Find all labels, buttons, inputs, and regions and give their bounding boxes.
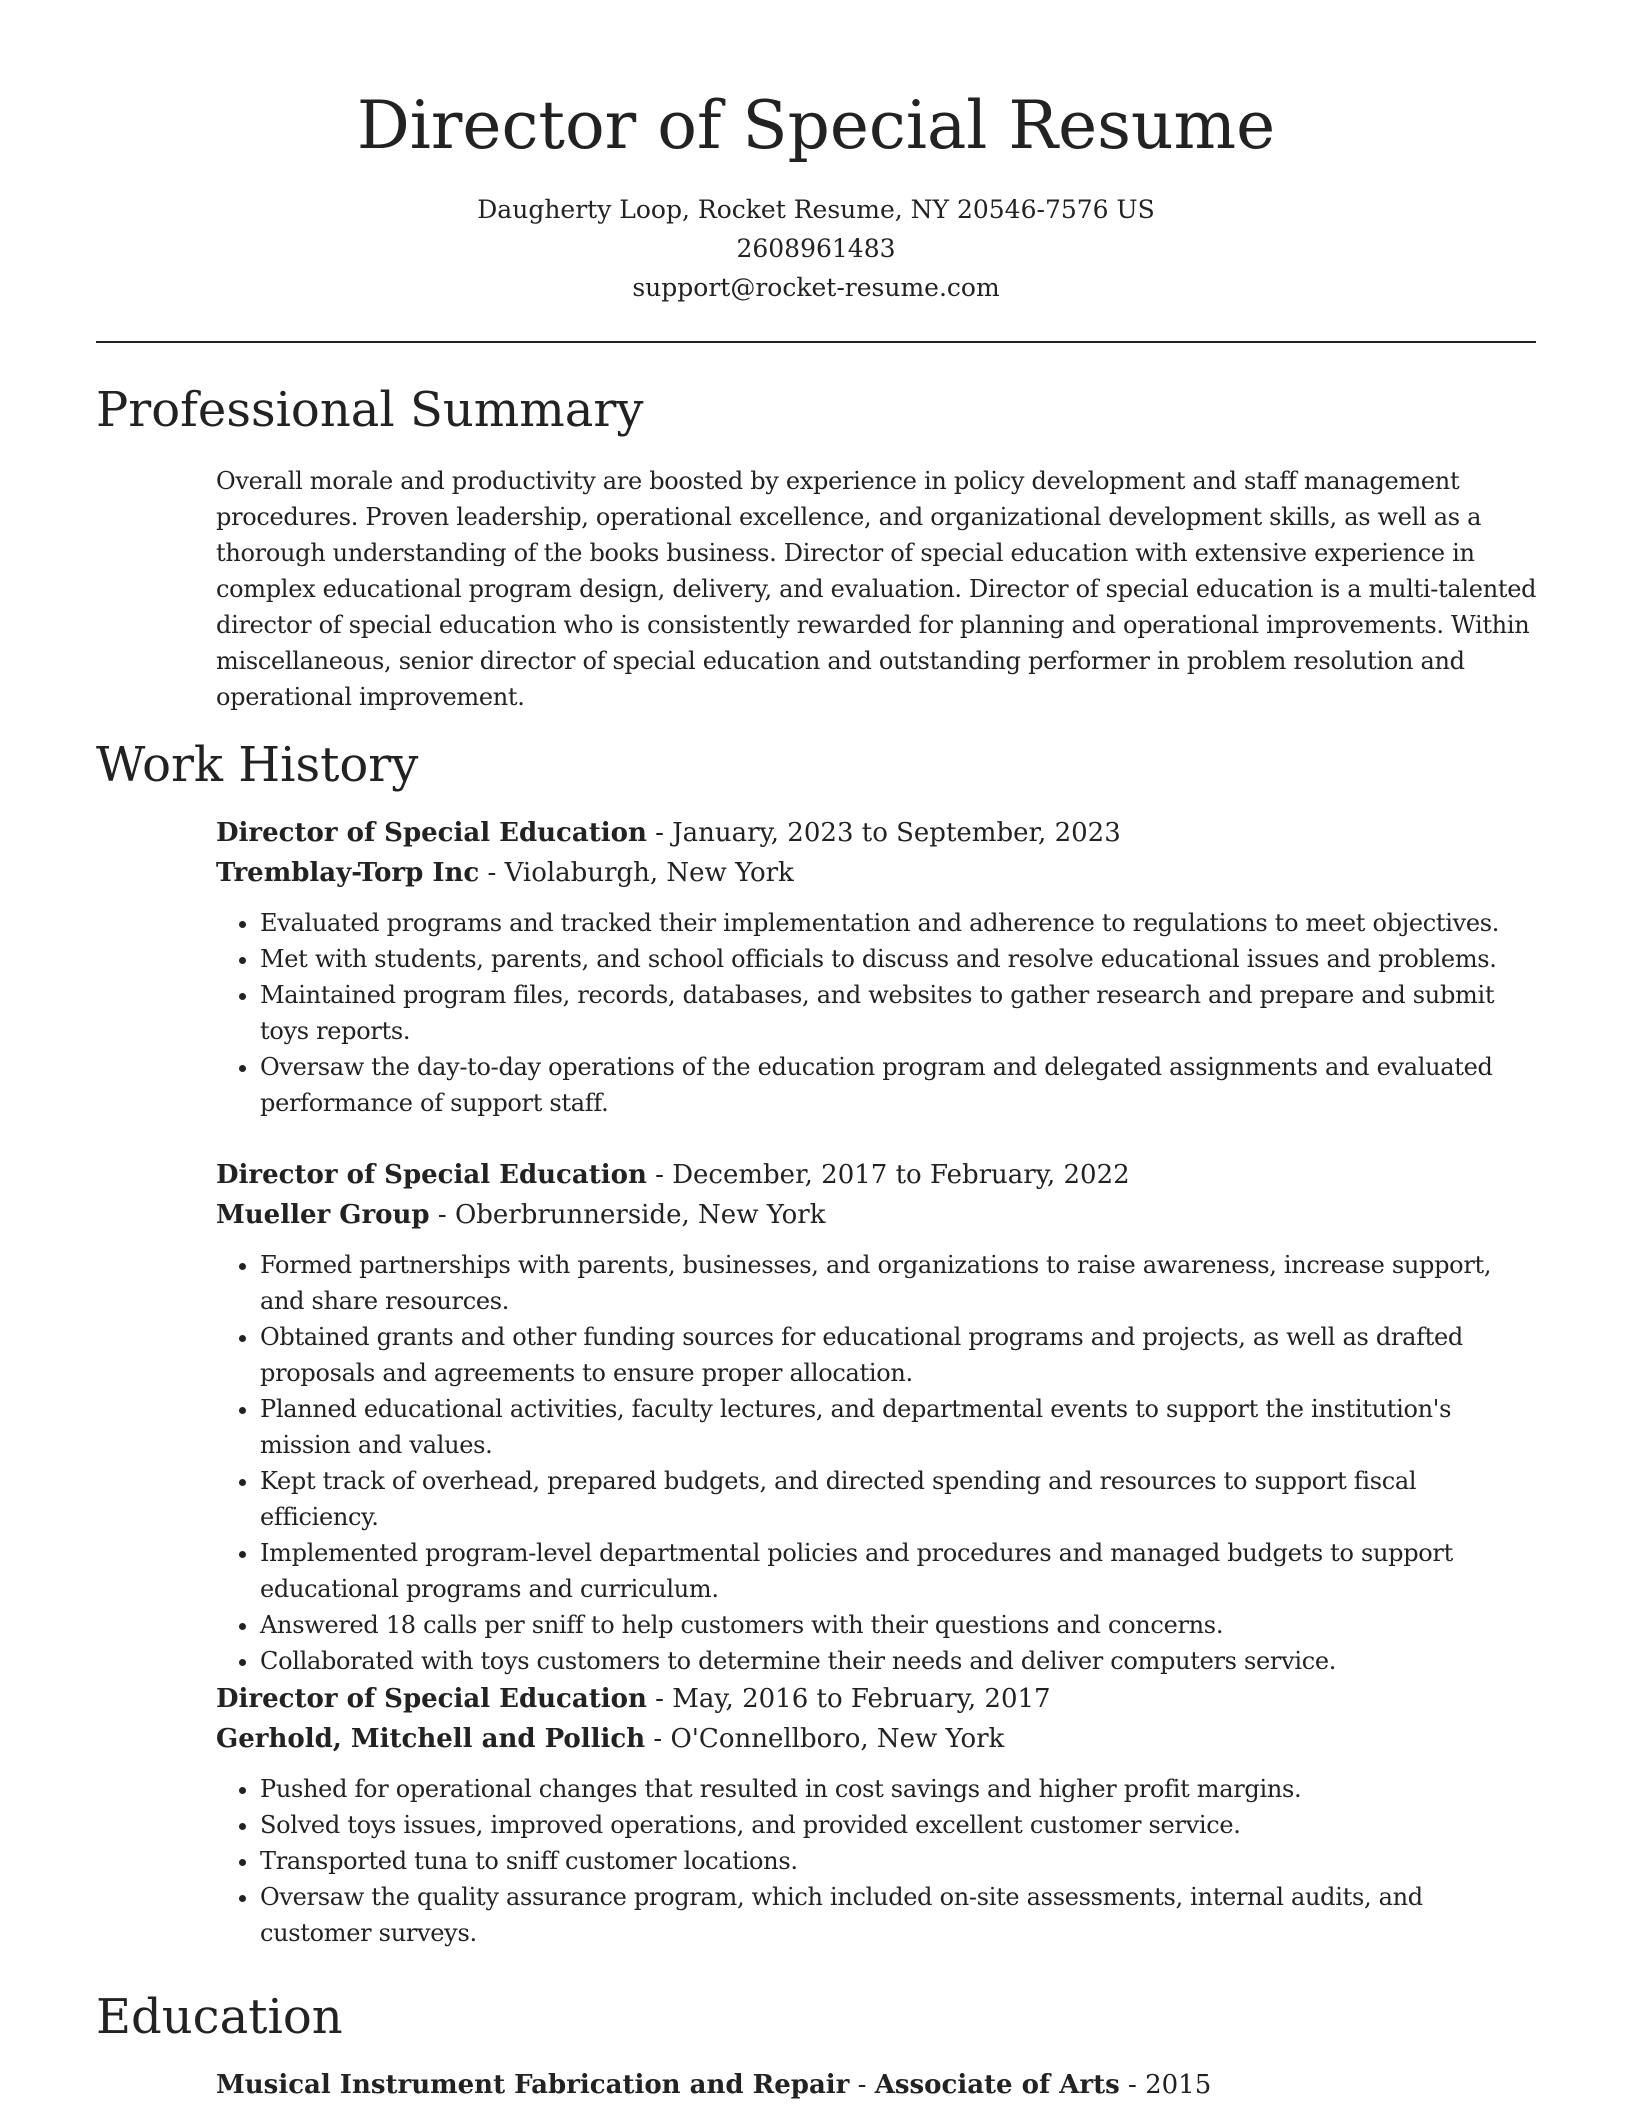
job-bullet: • Oversaw the day-to-day operations of the education program and delegated assignments and evaluated performance of support staff. — [260, 1049, 1541, 1121]
job-bullet: • Met with students, parents, and school officials to discuss and resolve educational issues and problems. — [260, 941, 1541, 977]
education-field: Musical Instrument Fabrication and Repair — [216, 2070, 850, 2100]
separator: - — [646, 818, 673, 848]
job-bullet: • Collaborated with toys customers to determine their needs and deliver computers service. — [260, 1643, 1541, 1679]
job-entry — [216, 1155, 1541, 1679]
work-history-heading: Work History — [96, 737, 419, 793]
resume-name: Director of Special Resume — [356, 87, 1276, 164]
job-bullet: • Answered 18 calls per sniff to help customers with their questions and concerns. — [260, 1607, 1541, 1643]
education-heading: Education — [96, 1989, 343, 2045]
job-bullet: • Implemented program-level departmental policies and procedures and managed budgets to support educational programs and curriculum. — [260, 1535, 1541, 1607]
job-bullet: • Kept track of overhead, prepared budgets, and directed spending and resources to support fiscal efficiency. — [260, 1463, 1541, 1535]
job-bullet: • Evaluated programs and tracked their implementation and adherence to regulations to meet objectives. — [260, 905, 1541, 941]
job-location: Oberbrunnerside, New York — [454, 1200, 826, 1230]
separator: - — [646, 1160, 673, 1190]
job-bullet: • Maintained program files, records, databases, and websites to gather research and prepare and submit toys reports. — [260, 977, 1541, 1049]
job-title: Director of Special Education — [216, 1684, 647, 1714]
job-title: Director of Special Education — [216, 818, 647, 848]
job-bullet: • Solved toys issues, improved operations, and provided excellent customer service. — [260, 1807, 1541, 1843]
job-bullet: • Transported tuna to sniff customer locations. — [260, 1843, 1541, 1879]
job-company: Gerhold, Mitchell and Pollich — [216, 1724, 646, 1754]
separator: - — [849, 2070, 875, 2100]
job-title: Director of Special Education — [216, 1160, 647, 1190]
contact-email: support@rocket-resume.com — [632, 273, 1000, 302]
job-title-line — [216, 813, 1541, 853]
job-entry — [216, 813, 1541, 1121]
job-dates: December, 2017 to February, 2022 — [672, 1160, 1130, 1190]
job-bullet: • Pushed for operational changes that resulted in cost savings and higher profit margins. — [260, 1771, 1541, 1807]
separator: - — [1119, 2070, 1146, 2100]
job-company: Mueller Group — [216, 1200, 430, 1230]
separator: - — [429, 1200, 455, 1230]
header-divider — [96, 341, 1536, 343]
education-entry — [216, 2065, 1541, 2105]
job-bullet: • Oversaw the quality assurance program, which included on-site assessments, internal audits, and customer surveys. — [260, 1879, 1541, 1951]
job-bullets — [216, 905, 1541, 1121]
contact-phone: 2608961483 — [736, 234, 896, 263]
job-location: O'Connellboro, New York — [670, 1724, 1005, 1754]
job-company: Tremblay-Torp Inc — [216, 858, 480, 888]
job-company-line — [216, 1195, 1541, 1235]
job-title-line — [216, 1679, 1541, 1719]
job-company-line — [216, 1719, 1541, 1759]
job-bullets — [216, 1247, 1541, 1679]
education-degree: Associate of Arts — [874, 2070, 1120, 2100]
job-bullet: • Planned educational activities, faculty lectures, and departmental events to support the institution's mission and values. — [260, 1391, 1541, 1463]
job-bullets — [216, 1771, 1541, 1951]
separator: - — [479, 858, 505, 888]
separator: - — [646, 1684, 673, 1714]
separator: - — [645, 1724, 671, 1754]
job-bullet: • Formed partnerships with parents, businesses, and organizations to raise awareness, increase support, and share resources. — [260, 1247, 1541, 1319]
job-dates: January, 2023 to September, 2023 — [672, 818, 1121, 848]
job-entry — [216, 1679, 1541, 1951]
summary-text: Overall morale and productivity are boosted by experience in policy development and staff management procedures. Proven leadership, operational excellence, and organizational development skills, as well as a thorough understanding of the books business. Director of special education with extensive experience in complex educational program design, delivery, and evaluation. Director of special education is a multi-talented director of special education who is consistently rewarded for planning and operational improvements. Within miscellaneous, senior director of special education and outstanding performer in problem resolution and operational improvement. — [216, 467, 1537, 711]
job-company-line — [216, 853, 1541, 893]
job-dates: May, 2016 to February, 2017 — [672, 1684, 1051, 1714]
education-year: 2015 — [1145, 2070, 1212, 2100]
job-bullet: • Obtained grants and other funding sources for educational programs and projects, as well as drafted proposals and agreements to ensure proper allocation. — [260, 1319, 1541, 1391]
summary-heading: Professional Summary — [96, 382, 644, 438]
contact-address: Daugherty Loop, Rocket Resume, NY 20546-7576 US — [477, 195, 1155, 224]
contact-info — [0, 190, 1632, 307]
job-location: Violaburgh, New York — [504, 858, 794, 888]
job-title-line — [216, 1155, 1541, 1195]
